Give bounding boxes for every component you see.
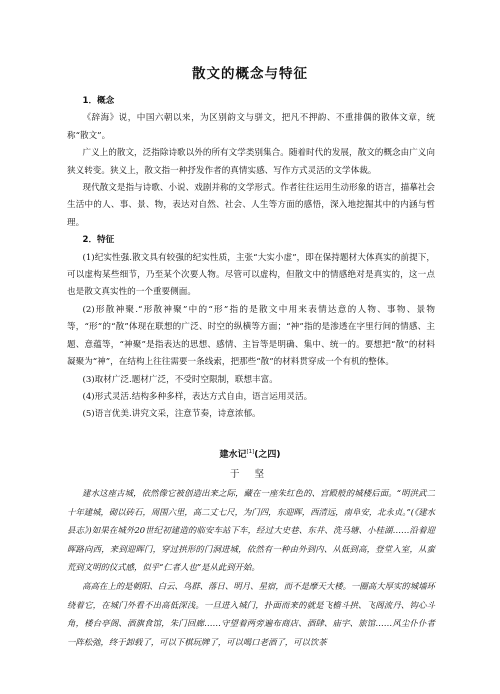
paragraph: (1)纪实性强.散文具有较强的纪实性质，主张“大实小虚”，即在保持题材大体真实的前提下，可以虚构某些细节，乃至某个次要人物。尽管可以虚构，但散文中的情感绝对是真实的，这一点也是散文真实性的一个重要侧面。	[67, 252, 435, 298]
paragraph: (5)语言优美.讲究文采，注意节奏，诗意浓郁。	[82, 409, 261, 420]
article-body	[67, 93, 435, 424]
section-heading-concept: 1．概念	[82, 96, 115, 106]
paragraph: (2)形散神聚.“形散神聚”中的“形”指的是散文中用来表情达意的人物、事物、景物等，“形”的“散”体现在联想的广泛、时空的纵横等方面；“神”指的是渗透在字里行间的情感、主题、意蕴等，“神聚”是指表达的思想、感情、主旨等是明确、集中、统一的。要想把“散”的材料凝聚为“神”，在结构上往往需要一条线索，把那些“散”的材料贯穿成一个有机的整体。	[67, 304, 435, 368]
essay-paragraph: 高高在上的是朝阳、白云、鸟群、落日、明月、星宿，而不是摩天大楼。一圈高大厚实的城墙环绕着它，在城门外看不出高低深浅。一旦进入城门，扑面而来的就是飞檐斗拱、飞阁流丹、钩心斗角，楼台亭阁、酒旗食馆，朱门回廊……守望着两旁遍布商店、酒肆、庙宇、旅馆……风尘仆仆者一阵松弛，终于卸载了，可以下棋玩牌了，可以喝口老酒了，可以饮茶	[67, 580, 435, 647]
paragraph: 现代散文是指与诗歌、小说、戏剧并称的文学形式。作者往往运用生动形象的语言，描摹社会生活中的人、事、景、物，表达对自然、社会、人生等方面的感悟，深入地挖掘其中的内涵与哲理。	[67, 183, 435, 228]
essay-title	[0, 447, 500, 460]
essay-title-text: 建水记	[219, 450, 247, 460]
page-title: 散文的概念与特征	[192, 66, 308, 82]
footnote-mark: [1]	[246, 449, 255, 455]
essay-body	[67, 484, 435, 651]
paragraph: (3)取材广泛.题材广泛，不受时空限制，联想丰富。	[82, 374, 278, 385]
paragraph: (4)形式灵活.结构多种多样，表达方式自由，语言运用灵活。	[82, 391, 313, 402]
essay-author: 于 坚	[229, 469, 271, 480]
paragraph: 《辞海》说，中国六朝以来，为区别韵文与骈文，把凡不押韵、不重排偶的散体文章，统称“散文”。	[67, 113, 435, 141]
section-heading-features: 2．特征	[82, 235, 115, 246]
essay-paragraph: 建水这座古城，依然像它被创造出来之际，藏在一座朱红色的、宫殿般的城楼后面。“明洪武二十年建城，砌以砖石，周围六里，高二丈七尺，为门四，东迎晖，西清远，南阜安，北永贞。”(《建水县志》)如果在城外20世纪初建造的临安车站下车，经过大史巷、东井、洗马塘、小桂湖……沿着迎晖路向西，来到迎晖门，穿过拱形的门洞进城，依然有一种由外到内、从低到高，登堂入室，从蛮荒到文明的仪式感，似乎“仁者人也”是从此到开始。	[67, 488, 435, 573]
essay-title-suffix: (之四)	[254, 450, 281, 460]
paragraph: 广义上的散文，泛指除诗歌以外的所有文学类别集合。随着时代的发展，散文的概念由广义向狭义转变。狭义上，散文指一种抒发作者的真情实感、写作方式灵活的文学体裁。	[67, 148, 435, 176]
